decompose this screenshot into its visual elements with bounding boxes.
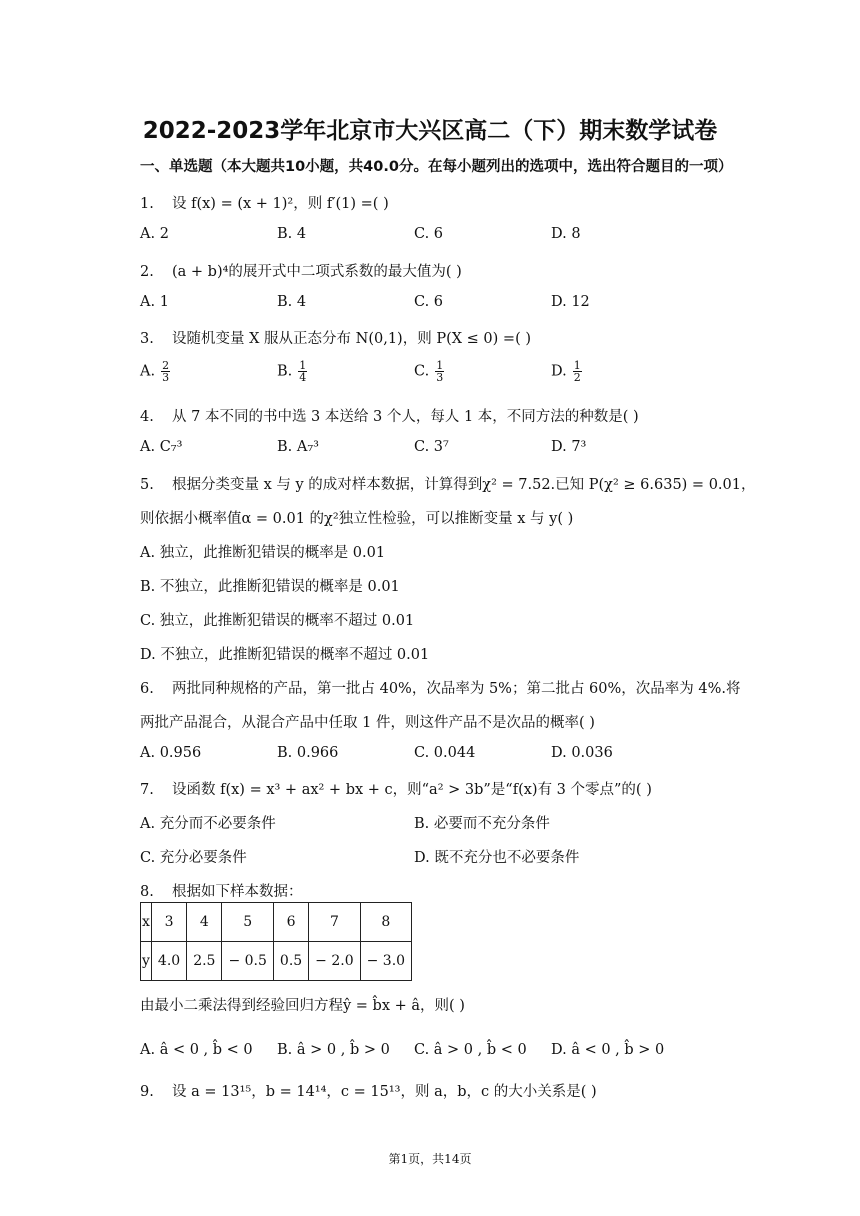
question-number: 1. bbox=[140, 196, 154, 212]
option-d: D. 既不充分也不必要条件 bbox=[414, 850, 580, 866]
question-number: 2. bbox=[140, 264, 154, 280]
table-row bbox=[141, 903, 412, 942]
question-number: 3. bbox=[140, 331, 154, 347]
option-c: C. 独立，此推断犯错误的概率不超过 0.01 bbox=[140, 613, 415, 629]
question-4 bbox=[140, 405, 639, 426]
question-number: 9. bbox=[140, 1084, 154, 1100]
option-b: B. A₇³ bbox=[277, 439, 319, 455]
question-text: 设 f(x) = (x + 1)²，则 f′(1) =( ) bbox=[172, 196, 389, 212]
option-a: A. $\frac{2}{3}$ bbox=[140, 359, 170, 384]
question-3 bbox=[140, 327, 531, 348]
fraction: $\frac{2}{3}$ bbox=[162, 359, 170, 384]
table-cell: 2.5 bbox=[187, 942, 222, 981]
option-b: B. 不独立，此推断犯错误的概率是 0.01 bbox=[140, 579, 400, 595]
page-footer: 第1页，共14页 bbox=[388, 1152, 472, 1166]
option-c: C. 充分必要条件 bbox=[140, 850, 247, 866]
question-text: 设 a = 13¹⁵，b = 14¹⁴，c = 15¹³，则 a，b，c 的大小关系是( ) bbox=[172, 1084, 597, 1100]
option-b: B. 4 bbox=[277, 226, 307, 242]
table-cell: − 2.0 bbox=[309, 942, 360, 981]
option-a: A. 0.956 bbox=[140, 745, 202, 761]
option-b: B. â > 0 , b̂ > 0 bbox=[277, 1042, 390, 1058]
table-cell: 5 bbox=[222, 903, 273, 942]
option-b: B. $\frac{1}{4}$ bbox=[277, 359, 307, 384]
option-d: D. 12 bbox=[551, 294, 590, 310]
question-text: 设随机变量 X 服从正态分布 N(0,1)，则 P(X ≤ 0) =( ) bbox=[172, 331, 531, 347]
question-number: 5. bbox=[140, 477, 154, 493]
fraction: $\frac{1}{4}$ bbox=[299, 359, 307, 384]
option-a: A. 1 bbox=[140, 294, 169, 310]
question-9 bbox=[140, 1080, 597, 1101]
option-a: A. 充分而不必要条件 bbox=[140, 816, 276, 832]
option-d: D. 不独立，此推断犯错误的概率不超过 0.01 bbox=[140, 647, 430, 663]
question-number: 6. bbox=[140, 681, 154, 697]
option-c: C. â > 0 , b̂ < 0 bbox=[414, 1042, 527, 1058]
question-6 bbox=[140, 677, 741, 698]
option-c: C. 6 bbox=[414, 226, 444, 242]
table-cell: 8 bbox=[360, 903, 411, 942]
question-5-continued: 则依据小概率值α = 0.01 的χ²独立性检验，可以推断变量 x 与 y( ) bbox=[140, 511, 574, 527]
question-text: 根据分类变量 x 与 y 的成对样本数据，计算得到χ² = 7.52.已知 P(χ² ≥ 6.635) = 0.01， bbox=[172, 477, 756, 493]
question-6-continued: 两批产品混合，从混合产品中任取 1 件，则这件产品不是次品的概率( ) bbox=[140, 715, 595, 731]
table-cell: y bbox=[141, 942, 152, 981]
question-7 bbox=[140, 778, 652, 799]
option-a: A. 独立，此推断犯错误的概率是 0.01 bbox=[140, 545, 386, 561]
question-1 bbox=[140, 192, 389, 213]
question-text: 从 7 本不同的书中选 3 本送给 3 个人，每人 1 本，不同方法的种数是( ) bbox=[172, 409, 639, 425]
option-c: C. 0.044 bbox=[414, 745, 476, 761]
question-text: 设函数 f(x) = x³ + ax² + bx + c，则“a² > 3b”是“f(x)有 3 个零点”的( ) bbox=[172, 782, 652, 798]
question-number: 7. bbox=[140, 782, 154, 798]
question-8-continued: 由最小二乘法得到经验回归方程ŷ = b̂x + â，则( ) bbox=[140, 998, 465, 1014]
question-number: 8. bbox=[140, 884, 154, 900]
table-cell: 4.0 bbox=[151, 942, 186, 981]
option-d: D. 0.036 bbox=[551, 745, 613, 761]
sample-data-table bbox=[140, 902, 412, 981]
question-text: 两批同种规格的产品，第一批占 40%，次品率为 5%；第二批占 60%，次品率为 4%.将 bbox=[172, 681, 741, 697]
option-d: D. 7³ bbox=[551, 439, 587, 455]
table-cell: 7 bbox=[309, 903, 360, 942]
question-number: 4. bbox=[140, 409, 154, 425]
page-title: 2022-2023学年北京市大兴区高二（下）期末数学试卷 bbox=[142, 118, 718, 144]
table-cell: 0.5 bbox=[273, 942, 308, 981]
table-row bbox=[141, 942, 412, 981]
question-5 bbox=[140, 473, 755, 494]
option-d: D. 8 bbox=[551, 226, 581, 242]
fraction: $\frac{1}{2}$ bbox=[573, 359, 581, 384]
table-cell: 6 bbox=[273, 903, 308, 942]
option-a: A. 2 bbox=[140, 226, 169, 242]
option-a: A. â < 0 , b̂ < 0 bbox=[140, 1042, 253, 1058]
option-c: C. 6 bbox=[414, 294, 444, 310]
table-cell: 4 bbox=[187, 903, 222, 942]
option-b: B. 必要而不充分条件 bbox=[414, 816, 550, 832]
option-a: A. C₇³ bbox=[140, 439, 183, 455]
option-c: C. 3⁷ bbox=[414, 439, 449, 455]
table-cell: − 3.0 bbox=[360, 942, 411, 981]
option-d: D. â < 0 , b̂ > 0 bbox=[551, 1042, 665, 1058]
table-cell: − 0.5 bbox=[222, 942, 273, 981]
option-c: C. $\frac{1}{3}$ bbox=[414, 359, 444, 384]
option-b: B. 0.966 bbox=[277, 745, 339, 761]
option-b: B. 4 bbox=[277, 294, 307, 310]
question-text: (a + b)⁴的展开式中二项式系数的最大值为( ) bbox=[172, 264, 462, 280]
question-2 bbox=[140, 260, 462, 281]
table-cell: 3 bbox=[151, 903, 186, 942]
question-8 bbox=[140, 880, 303, 901]
table-cell: x bbox=[141, 903, 152, 942]
section-heading: 一、单选题（本大题共10小题，共40.0分。在每小题列出的选项中，选出符合题目的一项） bbox=[140, 159, 733, 175]
fraction: $\frac{1}{3}$ bbox=[436, 359, 444, 384]
option-d: D. $\frac{1}{2}$ bbox=[551, 359, 581, 384]
question-text: 根据如下样本数据： bbox=[172, 884, 303, 900]
